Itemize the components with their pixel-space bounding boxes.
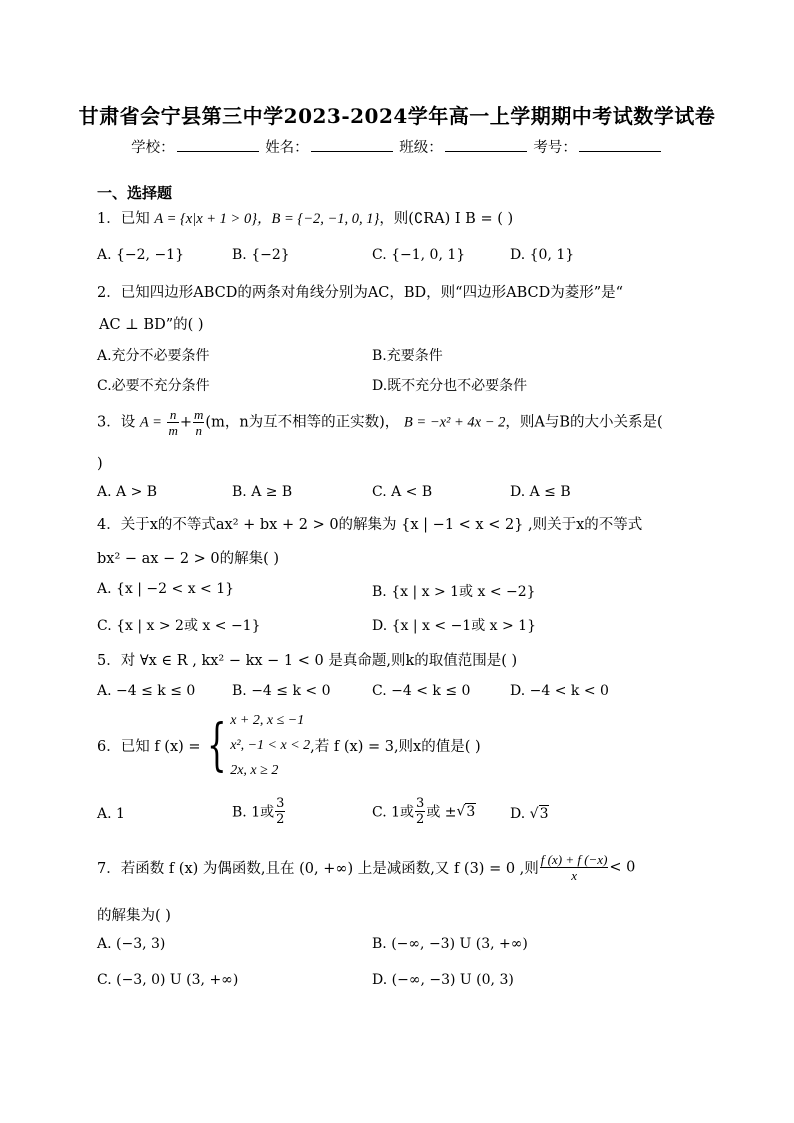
question-7-line-2: 的解集为( ) [97,908,171,924]
q6-case-1: x + 2, x ≤ −1 [230,713,305,728]
q7-fraction: $\frac{f (x) + f (-x)}{x}$ [540,852,608,883]
q6-option-c: C. 1或 $\frac{3}{2}$ 或 ±√3 [372,796,476,827]
q4-option-b: B. {x | x > 1或 x < −2} [372,584,536,600]
question-3: 3．设 A = $\frac{n}{m}$ + $\frac{m}{n}$ (m，n为互不相等的正实数)， B = −x² + 4x − 2，则A与B的大小关系是( [97,407,663,438]
school-label: 学校： [131,140,175,156]
q3-option-a: A. A > B [97,484,158,500]
q6-case-2: x², −1 < x < 2 [230,738,311,753]
q6-option-a: A. 1 [97,806,125,822]
question-6 [97,708,481,783]
q2-option-d: D.既不充分也不必要条件 [372,378,528,394]
question-4-line-2: bx² − ax − 2 > 0的解集( ) [97,551,280,567]
q3-tail: ，则A与B的大小关系是( [505,414,663,431]
q1-option-a: A. {−2, −1} [97,247,185,263]
q7-option-a: A. (−3, 3) [97,936,166,952]
q3-option-d: D. A ≤ B [510,484,571,500]
q3-option-b: B. A ≥ B [232,484,293,500]
name-label: 姓名： [265,140,309,156]
q5-option-b: B. −4 ≤ k < 0 [232,683,331,699]
q3-fraction-1: $\frac{n}{m}$ [168,407,178,438]
q3-fraction-2: $\frac{m}{n}$ [194,407,204,438]
q1-option-c: C. {−1, 0, 1} [372,247,466,263]
q3-option-c: C. A < B [372,484,433,500]
question-4-line-1: 4．关于x的不等式ax² + bx + 2 > 0的解集为 {x | −1 < x < 2} ,则关于x的不等式 [97,517,643,533]
number-blank [579,137,661,152]
q6-case-3: 2x, x ≥ 2 [230,763,279,778]
exam-title: 甘肃省会宁县第三中学2023-2024学年高一上学期期中考试数学试卷 [78,104,716,128]
q4-option-c: C. {x | x > 2或 x < −1} [97,618,261,634]
q5-option-a: A. −4 ≤ k ≤ 0 [97,683,196,699]
q4-option-a: A. {x | −2 < x < 1} [97,581,235,597]
question-2-line-1: 2．已知四边形ABCD的两条对角线分别为AC，BD，则“四边形ABCD为菱形”是“ [97,285,624,301]
name-blank [311,137,393,152]
q7-option-c: C. (−3, 0) U (3, +∞) [97,972,239,988]
q7-prefix: 7．若函数 f (x) 为偶函数,且在 (0, +∞) 上是减函数,又 f (3) = 0 ,则 [97,861,539,877]
question-3-line-2: ) [97,456,103,472]
class-label: 班级： [399,140,443,156]
class-blank [445,137,527,152]
q5-option-d: D. −4 < k < 0 [510,683,609,699]
q1-set-b: ，B = {−2, −1, 0, 1} [257,211,380,227]
question-1 [97,207,513,228]
q1-set-a: A = {x|x + 1 > 0} [154,211,257,227]
q6-option-b: B. 1或 $\frac{3}{2}$ [232,796,285,827]
q6-prefix: 6．已知 f (x) = [97,739,201,755]
q7-option-d: D. (−∞, −3) U (0, 3) [372,972,514,988]
q2-option-a: A.充分不必要条件 [97,348,210,364]
q1-option-d: D. {0, 1} [510,247,575,263]
q6-cases [230,708,310,783]
q4-option-d: D. {x | x < −1或 x > 1} [372,618,537,634]
q1-tail: ，则(∁RA) I B = ( ) [379,211,514,227]
q5-option-c: C. −4 < k ≤ 0 [372,683,471,699]
q3-condition: (m，n为互不相等的正实数)， [205,414,400,431]
q2-option-b: B.充要条件 [372,348,443,364]
q1-stem: 1．已知 [97,211,150,227]
q6-tail: ,若 f (x) = 3,则x的值是( ) [310,739,481,755]
q3-b-eq: B = −x² + 4x − 2 [403,414,506,431]
q3-prefix: 3．设 [97,414,136,431]
question-5: 5．对 ∀x ∈ R , kx² − kx − 1 < 0 是真命题,则k的取值范围是( ) [97,653,518,669]
question-7 [97,852,635,883]
section-heading: 一、选择题 [97,184,173,202]
q7-tail: < 0 [609,859,636,876]
student-info-line [0,136,794,157]
q6-brace: { [206,712,227,778]
school-blank [177,137,259,152]
q1-option-b: B. {−2} [232,247,290,263]
q6-option-d: D. √3 [510,806,549,822]
q3-a-eq: A = [139,414,162,431]
number-label: 考号： [533,140,577,156]
q2-option-c: C.必要不充分条件 [97,378,210,394]
question-2-line-2: AC ⊥ BD”的( ) [99,317,204,333]
q7-option-b: B. (−∞, −3) U (3, +∞) [372,936,528,952]
